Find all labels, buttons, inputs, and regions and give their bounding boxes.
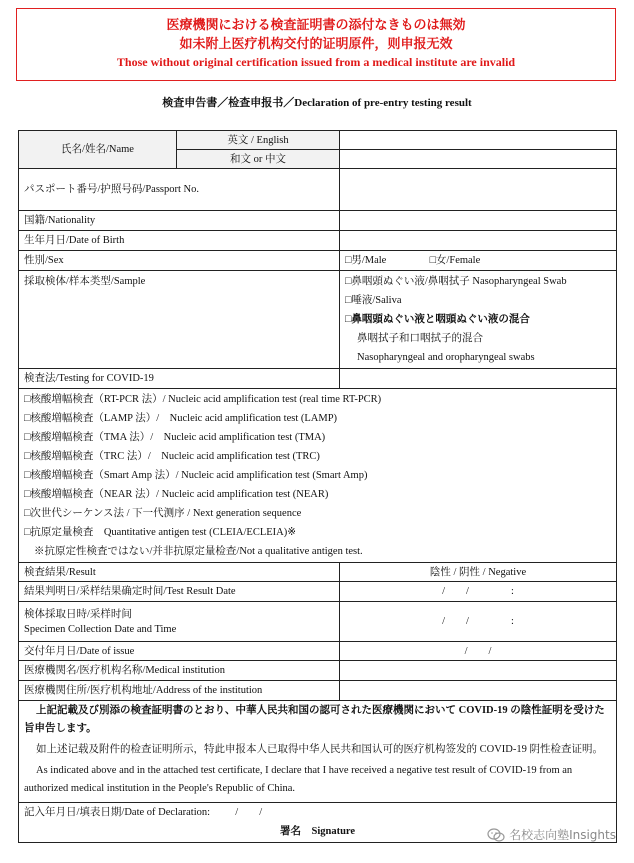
name-label: 氏名/姓名/Name xyxy=(19,131,177,169)
passport-field[interactable] xyxy=(340,169,617,211)
watermark-text: 名校志向塾Insights xyxy=(509,828,616,842)
nationality-label: 国籍/Nationality xyxy=(19,211,340,231)
result-date-field[interactable]: / / : xyxy=(340,582,617,602)
issue-date-field[interactable]: / / xyxy=(340,642,617,661)
passport-label: パスポート番号/护照号码/Passport No. xyxy=(19,169,340,211)
method-trc-checkbox[interactable]: □核酸増幅検査（TRC 法）/ Nucleic acid amplification test (TRC) xyxy=(24,451,320,462)
nationality-field[interactable] xyxy=(340,211,617,231)
sample-mixed-chinese: 鼻咽拭子和口咽拭子的混合 xyxy=(357,333,483,344)
native-name-field[interactable] xyxy=(340,150,617,169)
native-name-label: 和文 or 中文 xyxy=(177,150,340,169)
declaration-date-field[interactable]: / / xyxy=(235,807,263,818)
method-rt-pcr-checkbox[interactable]: □核酸増幅検査（RT-PCR 法）/ Nucleic acid amplification test (real time RT-PCR) xyxy=(24,394,382,405)
method-antigen-checkbox[interactable]: □抗原定量検査 Quantitative antigen test (CLEIA/ECLEIA)※ xyxy=(24,527,297,538)
declaration-chinese: 如上述记载及附件的检查证明所示，特此申报本人已取得中华人民共和国认可的医疗机构签发的 COVID-19 阴性检查证明。 xyxy=(36,744,603,755)
document-title: 検査申告書／检查申报书／Declaration of pre-entry testing result xyxy=(162,97,472,109)
sample-options xyxy=(340,271,617,369)
sample-saliva-checkbox[interactable]: □唾液/Saliva xyxy=(345,295,402,306)
dob-label: 生年月日/Date of Birth xyxy=(19,231,340,251)
watermark xyxy=(487,826,616,843)
sex-male-checkbox[interactable]: □男/Male xyxy=(345,255,387,266)
sample-nasopharyngeal-checkbox[interactable]: □鼻咽頭ぬぐい液/鼻咽拭子 Nasopharyngeal Swab xyxy=(345,276,567,287)
collection-label-jp: 検体採取日時/采样时间 xyxy=(24,608,132,620)
declaration-japanese: 上記記載及び別添の検査証明書のとおり、中華人民共和国の認可された医療機関において COVID-19 の陰性証明を受けた旨申告します。 xyxy=(24,705,605,734)
sample-mixed-english: Nasopharyngeal and oropharyngeal swabs xyxy=(357,352,535,363)
address-field[interactable] xyxy=(340,681,617,701)
method-smart-amp-checkbox[interactable]: □核酸増幅検査（Smart Amp 法）/ Nucleic acid amplification test (Smart Amp) xyxy=(24,470,368,481)
institution-label: 医療機関名/医疗机构名称/Medical institution xyxy=(19,661,340,681)
sex-female-checkbox[interactable]: □女/Female xyxy=(429,255,481,266)
institution-field[interactable] xyxy=(340,661,617,681)
sex-options xyxy=(340,251,617,271)
testing-field xyxy=(340,369,617,389)
declaration-date-label: 記入年月日/填表日期/Date of Declaration: xyxy=(24,807,211,818)
sample-mixed-checkbox[interactable]: □鼻咽頭ぬぐい液と咽頭ぬぐい液の混合 xyxy=(345,314,530,325)
method-tma-checkbox[interactable]: □核酸増幅検査（TMA 法）/ Nucleic acid amplification test (TMA) xyxy=(24,432,326,443)
declaration-form-table xyxy=(18,130,617,843)
declaration-english: As indicated above and in the attached test certificate, I declare that I have received a negative test result of COVID-19 from an authorized medical institution in the People's Republic of China. xyxy=(24,765,573,794)
warning-chinese: 如未附上医疗机构交付的证明原件，则申报无效 xyxy=(179,36,453,51)
collection-label-en: Specimen Collection Date and Time xyxy=(24,623,177,635)
sample-label: 採取検体/样本类型/Sample xyxy=(19,271,340,369)
method-ngs-checkbox[interactable]: □次世代シーケンス法 / 下一代测序 / Next generation sequence xyxy=(24,508,302,519)
signature-label: 署名 Signature xyxy=(280,826,356,837)
method-lamp-checkbox[interactable]: □核酸増幅検査（LAMP 法）/ Nucleic acid amplification test (LAMP) xyxy=(24,413,338,424)
declaration-statement xyxy=(19,701,617,803)
testing-label: 検査法/Testing for COVID-19 xyxy=(19,369,340,389)
invalid-warning-box xyxy=(16,8,616,81)
issue-date-label: 交付年月日/Date of issue xyxy=(19,642,340,661)
wechat-icon xyxy=(487,828,505,842)
sex-label: 性別/Sex xyxy=(19,251,340,271)
testing-methods xyxy=(19,389,617,563)
english-name-field[interactable] xyxy=(340,131,617,150)
address-label: 医療機関住所/医疗机构地址/Address of the institution xyxy=(19,681,340,701)
dob-field[interactable] xyxy=(340,231,617,251)
collection-date-field[interactable]: / / : xyxy=(340,602,617,642)
method-near-checkbox[interactable]: □核酸増幅検査（NEAR 法）/ Nucleic acid amplification test (NEAR) xyxy=(24,489,329,500)
english-name-label: 英文 / English xyxy=(177,131,340,150)
method-note: ※抗原定性検査ではない/并非抗原定量检查/Not a qualitative antigen test. xyxy=(34,546,363,557)
warning-japanese: 医療機関における検査証明書の添付なきものは無効 xyxy=(166,17,466,32)
result-value: 陰性 / 阴性 / Negative xyxy=(340,563,617,582)
warning-english: Those without original certification issued from a medical institute are invalid xyxy=(116,55,516,69)
collection-date-label xyxy=(19,602,340,642)
result-label: 検査結果/Result xyxy=(19,563,340,582)
result-date-label: 結果判明日/采样结果确定时间/Test Result Date xyxy=(19,582,340,602)
